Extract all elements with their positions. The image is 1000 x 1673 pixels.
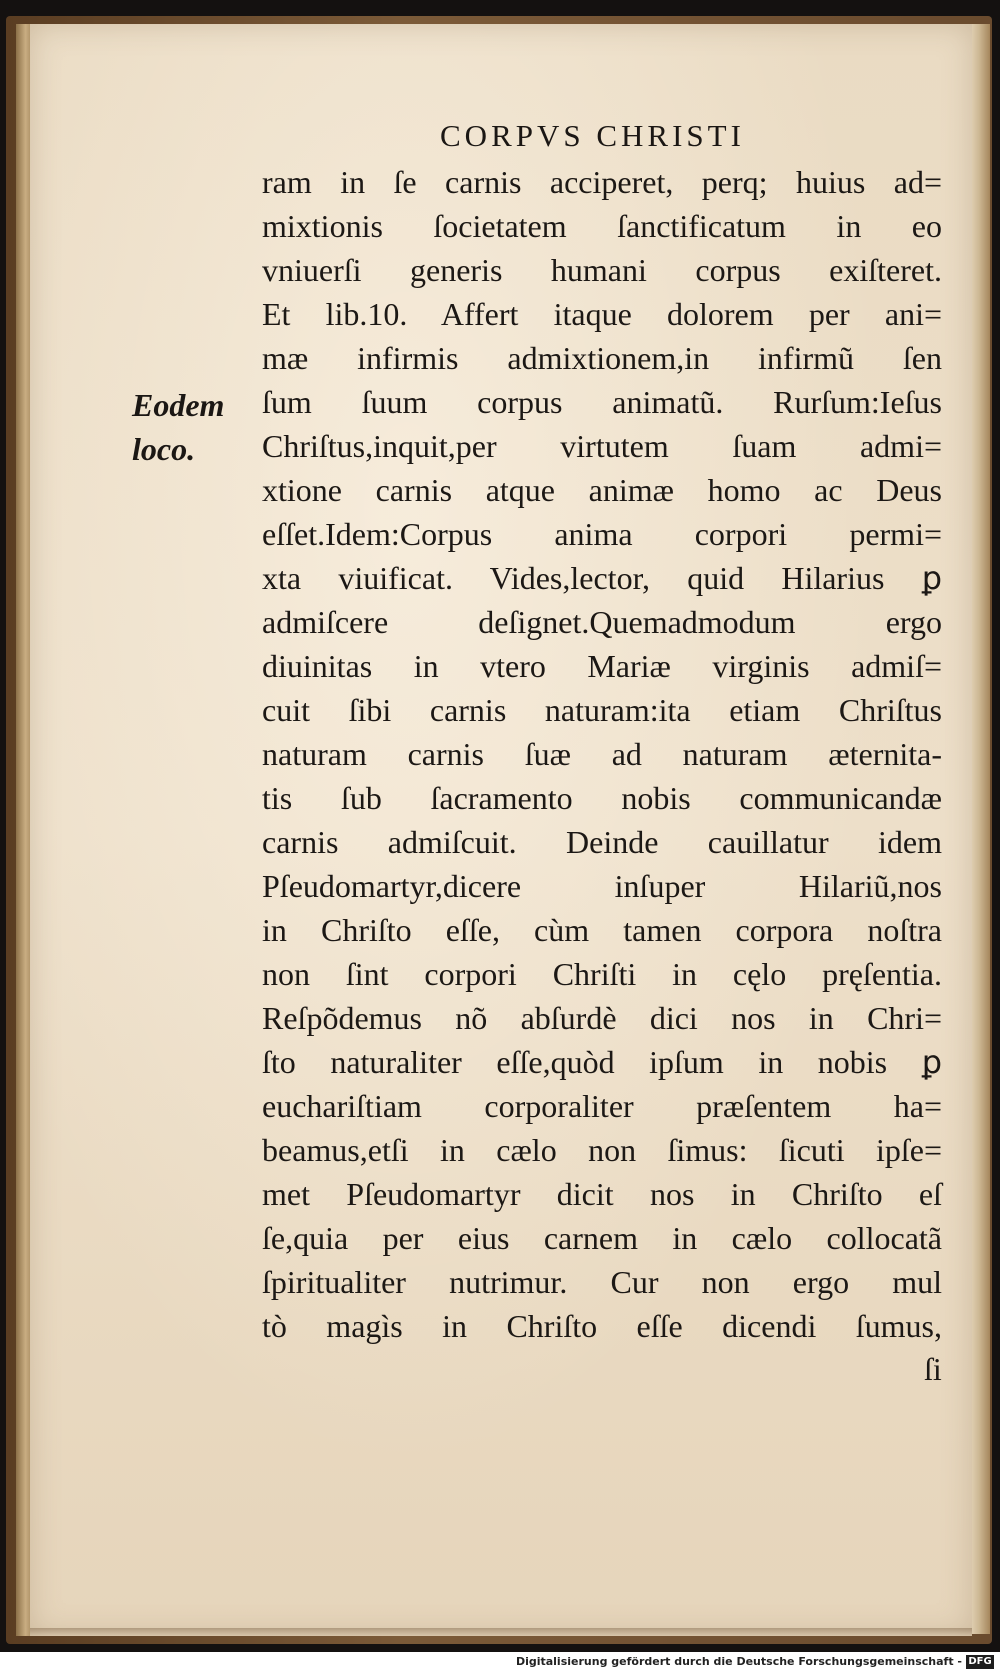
text-line: Reſpõdemus nõ abſurdè dici nos in Chri= xyxy=(262,1000,942,1036)
text-line: ſpiritualiter nutrimur. Cur non ergo mul xyxy=(262,1264,942,1300)
text-line: vniuerſi generis humani corpus exiſteret. xyxy=(262,252,942,288)
text-line: tis ſub ſacramento nobis communicandæ xyxy=(262,780,942,816)
text-line: Et lib.10. Affert itaque dolorem per ani= xyxy=(262,296,942,332)
text-line: admiſcere deſignet.Quemadmodum ergo xyxy=(262,604,942,640)
text-line: diuinitas in vtero Mariæ virginis admiſ= xyxy=(262,648,942,684)
text-line: Pſeudomartyr,dicere inſuper Hilariũ,nos xyxy=(262,868,942,904)
text-line: tò magìs in Chriſto eſſe dicendi ſumus, xyxy=(262,1308,942,1344)
margin-note xyxy=(132,383,224,471)
text-line: cuit ſibi carnis naturam:ita etiam Chriſtus xyxy=(262,692,942,728)
text-line: carnis admiſcuit. Deinde cauillatur idem xyxy=(262,824,942,860)
text-line: ram in ſe carnis acciperet, perq; huius ad= xyxy=(262,164,942,200)
text-line: beamus,etſi in cælo non ſimus: ſicuti ipſe= xyxy=(262,1132,942,1168)
text-line: mixtionis ſocietatem ſanctificatum in eo xyxy=(262,208,942,244)
text-line: ſum ſuum corpus animatũ. Rurſum:Ieſus xyxy=(262,384,942,420)
text-line: non ſint corpori Chriſti in cęlo pręſentia. xyxy=(262,956,942,992)
dfg-logo: DFG xyxy=(966,1655,994,1669)
catchword: ſi xyxy=(924,1351,942,1387)
page-bottom-shadow xyxy=(30,1628,972,1636)
margin-note-line: loco. xyxy=(132,431,196,467)
text-line: xtione carnis atque animæ homo ac Deus xyxy=(262,472,942,508)
text-line: in Chriſto eſſe, cùm tamen corpora noſtra xyxy=(262,912,942,948)
text-line: euchariſtiam corporaliter præſentem ha= xyxy=(262,1088,942,1124)
funding-credit: Digitalisierung gefördert durch die Deutsche Forschungsgemeinschaft - xyxy=(515,1655,962,1668)
body-text xyxy=(262,160,952,1348)
page-edge-right xyxy=(970,24,990,1634)
text-line: ſe,quia per eius carnem in cælo collocatã xyxy=(262,1220,942,1256)
margin-note-line: Eodem xyxy=(132,387,225,423)
text-line: mæ infirmis admixtionem,in infirmũ ſen xyxy=(262,340,942,376)
text-line: naturam carnis ſuæ ad naturam æternita- xyxy=(262,736,942,772)
footer-bar xyxy=(0,1652,1000,1673)
text-line: xta viuificat. Vides,lector, quid Hilarius ꝑ xyxy=(262,560,942,596)
running-head: CORPVS CHRISTI xyxy=(440,118,745,153)
text-line: ſto naturaliter eſſe,quòd ipſum in nobis ꝑ xyxy=(262,1044,942,1080)
text-line: eſſet.Idem:Corpus anima corpori permi= xyxy=(262,516,942,552)
text-line: met Pſeudomartyr dicit nos in Chriſto eſ xyxy=(262,1176,942,1212)
text-line: Chriſtus,inquit,per virtutem ſuam admi= xyxy=(262,428,942,464)
